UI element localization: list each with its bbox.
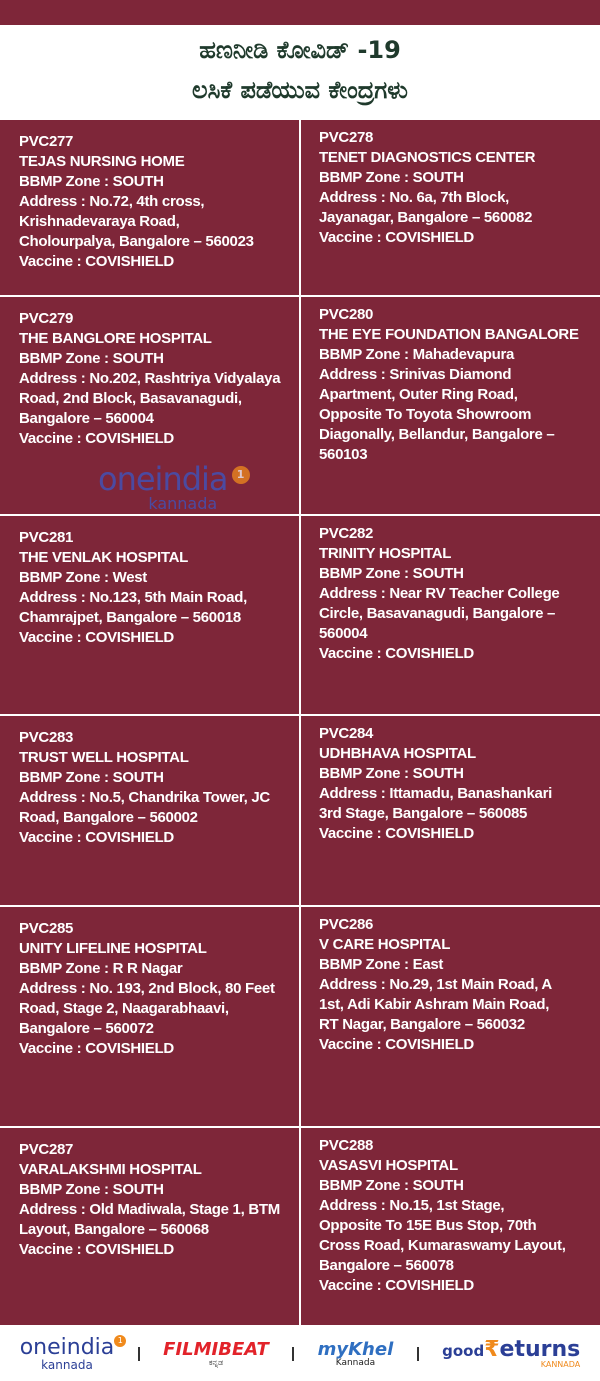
center-vaccine: Vaccine : COVISHIELD bbox=[19, 1040, 174, 1057]
center-address: Address : Old Madiwala, Stage 1, BTM bbox=[19, 1201, 280, 1218]
center-card bbox=[301, 120, 600, 295]
center-zone: BBMP Zone : SOUTH bbox=[19, 173, 164, 190]
center-name: TENET DIAGNOSTICS CENTER bbox=[319, 149, 536, 166]
oneindia-logo[interactable] bbox=[19, 1335, 123, 1372]
center-address: Opposite To Toyota Showroom bbox=[319, 406, 532, 423]
center-name: THE VENLAK HOSPITAL bbox=[19, 549, 189, 566]
title-line-1: ಹಣನೀಡಿ ಕೋವಿಡ್ -19 bbox=[199, 36, 401, 64]
divider bbox=[292, 1347, 294, 1361]
center-zone: BBMP Zone : East bbox=[319, 956, 444, 973]
center-code: PVC288 bbox=[319, 1137, 374, 1154]
center-address: Cholourpalya, Bangalore – 560023 bbox=[19, 233, 254, 250]
center-card bbox=[301, 297, 600, 514]
center-name: VARALAKSHMI HOSPITAL bbox=[19, 1161, 202, 1178]
center-vaccine: Vaccine : COVISHIELD bbox=[319, 1277, 474, 1294]
logo-subtext: KANNADA bbox=[540, 1360, 581, 1369]
center-card bbox=[0, 1128, 299, 1325]
center-card bbox=[0, 716, 299, 905]
watermark-text: oneindia bbox=[98, 460, 228, 498]
center-name: TEJAS NURSING HOME bbox=[19, 153, 185, 170]
center-address: Address : No.5, Chandrika Tower, JC bbox=[19, 789, 270, 806]
center-code: PVC281 bbox=[19, 529, 74, 546]
center-address: Jayanagar, Bangalore – 560082 bbox=[319, 209, 533, 226]
center-address: Road, Bangalore – 560002 bbox=[19, 809, 198, 826]
center-zone: BBMP Zone : SOUTH bbox=[319, 169, 464, 186]
center-code: PVC277 bbox=[19, 133, 74, 150]
center-zone: BBMP Zone : SOUTH bbox=[319, 765, 464, 782]
center-zone: BBMP Zone : SOUTH bbox=[319, 1177, 464, 1194]
goodreturns-logo[interactable] bbox=[442, 1339, 580, 1369]
center-vaccine: Vaccine : COVISHIELD bbox=[319, 229, 474, 246]
center-address: 3rd Stage, Bangalore – 560085 bbox=[319, 805, 528, 822]
center-card bbox=[0, 297, 299, 514]
center-card bbox=[301, 516, 600, 714]
center-zone: BBMP Zone : SOUTH bbox=[19, 350, 164, 367]
center-name: TRINITY HOSPITAL bbox=[319, 545, 452, 562]
center-address: Address : Srinivas Diamond bbox=[319, 366, 512, 383]
center-zone: BBMP Zone : Mahadevapura bbox=[319, 346, 515, 363]
logo-text: myKhel bbox=[317, 1338, 394, 1360]
center-vaccine: Vaccine : COVISHIELD bbox=[19, 1241, 174, 1258]
center-address: Address : No.72, 4th cross, bbox=[19, 193, 205, 210]
center-card bbox=[301, 716, 600, 905]
center-address: Chamrajpet, Bangalore – 560018 bbox=[19, 609, 241, 626]
center-vaccine: Vaccine : COVISHIELD bbox=[19, 629, 174, 646]
center-address: Bangalore – 560004 bbox=[19, 410, 154, 427]
center-card bbox=[301, 1128, 600, 1325]
center-address: Bangalore – 560078 bbox=[319, 1257, 454, 1274]
logo-text-pre: good bbox=[442, 1342, 485, 1360]
center-address: Bangalore – 560072 bbox=[19, 1020, 154, 1037]
center-card bbox=[0, 907, 299, 1126]
center-vaccine: Vaccine : COVISHIELD bbox=[19, 430, 174, 447]
centers-grid bbox=[0, 120, 600, 1325]
center-zone: BBMP Zone : West bbox=[19, 569, 147, 586]
logo-text: eturns bbox=[499, 1337, 581, 1362]
center-address: Address : No. 193, 2nd Block, 80 Feet bbox=[19, 980, 275, 997]
center-code: PVC283 bbox=[19, 729, 74, 746]
center-code: PVC286 bbox=[319, 916, 374, 933]
center-name: THE BANGLORE HOSPITAL bbox=[19, 330, 212, 347]
center-vaccine: Vaccine : COVISHIELD bbox=[19, 829, 174, 846]
center-name: UNITY LIFELINE HOSPITAL bbox=[19, 940, 207, 957]
center-card bbox=[301, 907, 600, 1126]
center-address: 560103 bbox=[319, 446, 368, 463]
logo-subtext: Kannada bbox=[335, 1357, 376, 1368]
center-address: Address : No.123, 5th Main Road, bbox=[19, 589, 247, 606]
center-code: PVC282 bbox=[319, 525, 374, 542]
center-name: UDHBHAVA HOSPITAL bbox=[319, 745, 476, 762]
logo-subtext: ಕನ್ನಡ bbox=[208, 1358, 224, 1367]
center-card bbox=[0, 516, 299, 714]
top-band bbox=[0, 0, 600, 25]
center-vaccine: Vaccine : COVISHIELD bbox=[319, 1036, 474, 1053]
center-name: V CARE HOSPITAL bbox=[319, 936, 451, 953]
center-address: Krishnadevaraya Road, bbox=[19, 213, 180, 230]
logo-text: FILMIBEAT bbox=[163, 1339, 269, 1360]
center-address: Address : Ittamadu, Banashankari bbox=[319, 785, 552, 802]
center-address: Address : No.29, 1st Main Road, A bbox=[319, 976, 552, 993]
center-zone: BBMP Zone : SOUTH bbox=[19, 1181, 164, 1198]
center-vaccine: Vaccine : COVISHIELD bbox=[319, 825, 474, 842]
page-title bbox=[0, 25, 600, 120]
center-address: Address : No. 6a, 7th Block, bbox=[319, 189, 509, 206]
center-address: Apartment, Outer Ring Road, bbox=[319, 386, 518, 403]
center-name: THE EYE FOUNDATION BANGALORE bbox=[319, 326, 579, 343]
logo-text: oneindia bbox=[19, 1335, 115, 1360]
center-address: Opposite To 15E Bus Stop, 70th bbox=[319, 1217, 537, 1234]
center-address: Cross Road, Kumaraswamy Layout, bbox=[319, 1237, 566, 1254]
footer-logos bbox=[0, 1327, 600, 1381]
divider bbox=[138, 1347, 140, 1361]
center-zone: BBMP Zone : SOUTH bbox=[319, 565, 464, 582]
center-code: PVC280 bbox=[319, 306, 374, 323]
logo-subtext: kannada bbox=[41, 1358, 93, 1372]
center-code: PVC285 bbox=[19, 920, 74, 937]
center-address: Road, 2nd Block, Basavanagudi, bbox=[19, 390, 242, 407]
center-address: Layout, Bangalore – 560068 bbox=[19, 1221, 209, 1238]
center-code: PVC284 bbox=[319, 725, 374, 742]
badge-icon: 1 bbox=[114, 1335, 126, 1347]
title-line-2: ಲಸಿಕೆ ಪಡೆಯುವ ಕೇಂದ್ರಗಳು bbox=[192, 76, 408, 104]
center-vaccine: Vaccine : COVISHIELD bbox=[319, 645, 474, 662]
badge-icon: 1 bbox=[232, 466, 250, 484]
center-code: PVC287 bbox=[19, 1141, 74, 1158]
center-vaccine: Vaccine : COVISHIELD bbox=[19, 253, 174, 270]
center-address: Circle, Basavanagudi, Bangalore – bbox=[319, 605, 556, 622]
center-address: 560004 bbox=[319, 625, 368, 642]
center-address: Address : No.202, Rashtriya Vidyalaya bbox=[19, 370, 281, 387]
rupee-icon: ₹ bbox=[484, 1337, 500, 1362]
mykhel-logo[interactable] bbox=[317, 1338, 394, 1368]
center-address: Road, Stage 2, Naagarabhaavi, bbox=[19, 1000, 229, 1017]
divider bbox=[417, 1347, 419, 1361]
center-card bbox=[0, 120, 299, 295]
filmibeat-logo[interactable] bbox=[163, 1341, 269, 1367]
center-address: Address : No.15, 1st Stage, bbox=[319, 1197, 505, 1214]
center-zone: BBMP Zone : SOUTH bbox=[19, 769, 164, 786]
center-address: Diagonally, Bellandur, Bangalore – bbox=[319, 426, 555, 443]
center-name: TRUST WELL HOSPITAL bbox=[19, 749, 189, 766]
center-address: Address : Near RV Teacher College bbox=[319, 585, 560, 602]
watermark-subtext: kannada bbox=[148, 494, 218, 513]
center-code: PVC279 bbox=[19, 310, 74, 327]
center-address: 1st, Adi Kabir Ashram Main Road, bbox=[319, 996, 550, 1013]
oneindia-watermark bbox=[98, 460, 245, 513]
center-name: VASASVI HOSPITAL bbox=[319, 1157, 458, 1174]
center-address: RT Nagar, Bangalore – 560032 bbox=[319, 1016, 525, 1033]
center-zone: BBMP Zone : R R Nagar bbox=[19, 960, 183, 977]
center-code: PVC278 bbox=[319, 129, 374, 146]
